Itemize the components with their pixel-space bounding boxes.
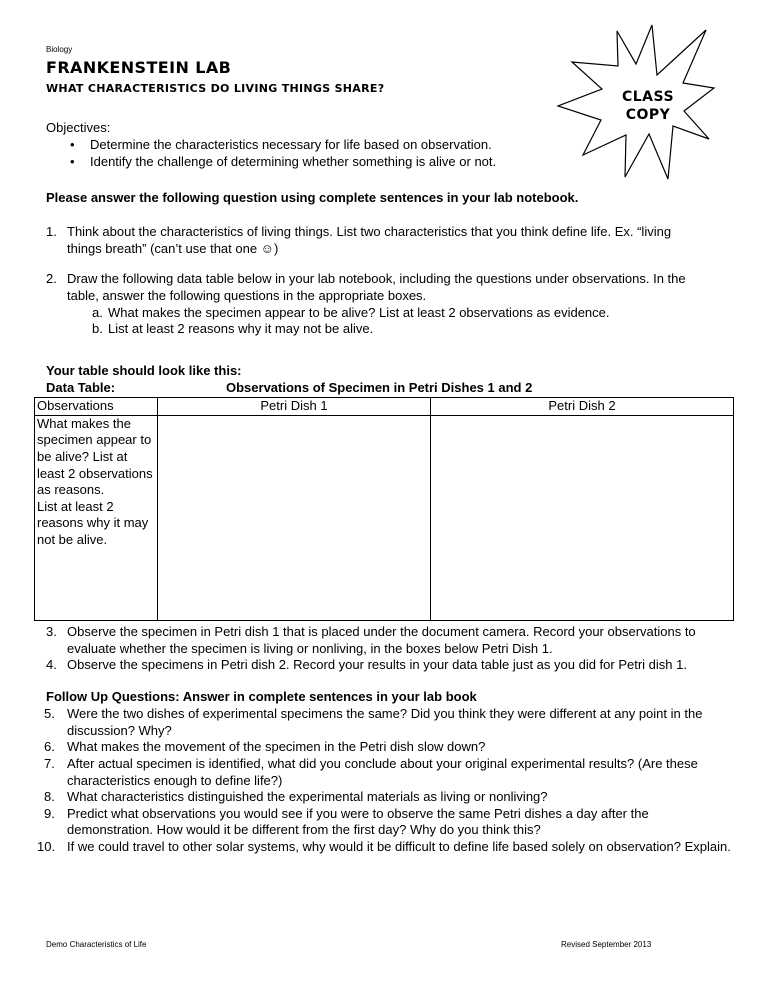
- followup-list: [37, 706, 736, 856]
- followup-text: Were the two dishes of experimental specimens the same? Did you think they were different at any point in the discussion? Why?: [67, 706, 703, 738]
- footer-right: Revised September 2013: [561, 940, 652, 949]
- sub-question-letter: b.: [92, 321, 103, 337]
- question-text: Draw the following data table below in your lab notebook, including the questions under observations. In the table, answer the following questions in the appropriate boxes.: [67, 271, 686, 303]
- question-item: [46, 657, 736, 674]
- question-text: Think about the characteristics of living things. List two characteristics that you think define life. Ex. “living things breath” (can’t use that one ☺): [67, 224, 672, 256]
- data-table: [34, 397, 734, 621]
- sub-question-letter: a.: [92, 304, 103, 320]
- sub-question-list: [46, 305, 696, 338]
- followup-item: [46, 806, 736, 839]
- sub-question-item: [92, 305, 696, 322]
- data-table-label: Data Table:: [46, 380, 116, 395]
- instruction-text: Please answer the following question using complete sentences in your lab notebook.: [46, 190, 579, 205]
- table-intro: Your table should look like this:: [46, 363, 242, 378]
- followup-number: 5.: [44, 706, 55, 721]
- page-title: FRANKENSTEIN LAB: [46, 58, 232, 77]
- question-item: [46, 624, 736, 657]
- question-text: Observe the specimen in Petri dish 1 that is placed under the document camera. Record your observations to evaluate whether the specimen is living or nonliving, in the boxes below Petri Dish 1.: [67, 624, 696, 656]
- table-cell: [35, 415, 158, 620]
- question-number: 4.: [46, 657, 57, 673]
- sub-question-text: What makes the specimen appear to be alive? List at least 2 observations as evidence.: [108, 304, 610, 320]
- table-header-row: [35, 398, 734, 416]
- followup-text: What makes the movement of the specimen in the Petri dish slow down?: [67, 739, 486, 755]
- row-label-not-alive: List at least 2 reasons why it may not be alive.: [37, 498, 149, 547]
- question-text: Observe the specimens in Petri dish 2. Record your results in your data table just as you did for Petri dish 1.: [67, 657, 687, 673]
- header-petri-dish-1: Petri Dish 1: [158, 398, 431, 416]
- followup-text: If we could travel to other solar systems, why would it be difficult to define life based solely on observation? Explain.: [67, 839, 731, 854]
- footer-left: Demo Characteristics of Life: [46, 940, 147, 949]
- objectives-list: [70, 137, 496, 170]
- row-label-alive: What makes the specimen appear to be alive? List at least 2 observations as reasons.: [37, 415, 153, 498]
- followup-number: 8.: [44, 789, 55, 805]
- followup-item: [46, 756, 736, 789]
- sub-question-text: List at least 2 reasons why it may not be alive.: [108, 321, 374, 337]
- subject-label: Biology: [46, 45, 73, 54]
- followup-item: [46, 706, 736, 739]
- page-subtitle: WHAT CHARACTERISTICS DO LIVING THINGS SHARE?: [46, 82, 385, 95]
- table-row: [35, 415, 734, 620]
- question-number: 3.: [46, 624, 57, 639]
- data-table-title: Observations of Specimen in Petri Dishes 1 and 2: [226, 380, 533, 395]
- question-item: [46, 224, 696, 257]
- followup-text: Predict what observations you would see if you were to observe the same Petri dishes a day after the demonstration. How would it be different from the first day? Why do you think this?: [67, 805, 649, 838]
- followup-item: [46, 739, 736, 756]
- objectives-label: Objectives:: [46, 120, 111, 135]
- sub-question-item: [92, 321, 696, 338]
- question-number: 2.: [46, 271, 57, 287]
- stamp-line-2: COPY: [625, 106, 671, 123]
- objective-item: • Determine the characteristics necessary for life based on observation.: [70, 137, 496, 154]
- class-copy-stamp: [616, 89, 680, 124]
- table-cell-petri-1: [158, 415, 431, 620]
- followup-title: Follow Up Questions: Answer in complete sentences in your lab book: [46, 689, 477, 704]
- question-number: 1.: [46, 224, 57, 239]
- header-observations: Observations: [35, 398, 158, 416]
- followup-number: 7.: [44, 755, 55, 771]
- followup-number: 10.: [37, 839, 56, 854]
- table-cell-petri-2: [431, 415, 734, 620]
- followup-text: After actual specimen is identified, what did you conclude about your original experimental results? (Are these characteristics enough to define life?): [67, 755, 698, 788]
- followup-number: 9.: [44, 805, 55, 821]
- question-item: [46, 271, 696, 304]
- objective-item: • Identify the challenge of determining whether something is alive or not.: [70, 154, 496, 171]
- followup-item: [46, 789, 736, 806]
- followup-text: What characteristics distinguished the experimental materials as living or nonliving?: [67, 789, 548, 805]
- followup-number: 6.: [44, 739, 55, 755]
- question-list-continued: [46, 624, 736, 674]
- header-petri-dish-2: Petri Dish 2: [431, 398, 734, 416]
- question-list: [46, 224, 696, 338]
- followup-item: [37, 839, 736, 856]
- stamp-line-1: CLASS: [621, 89, 675, 105]
